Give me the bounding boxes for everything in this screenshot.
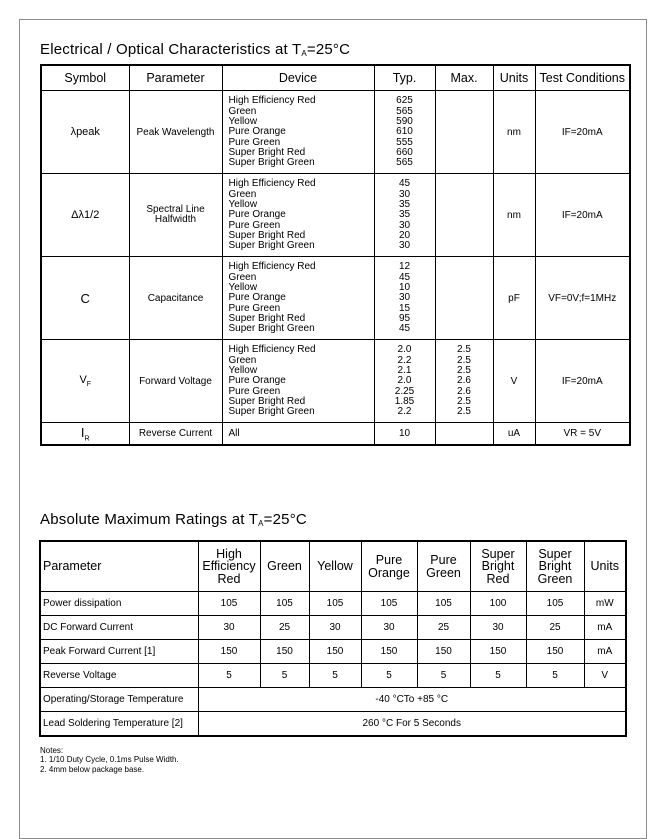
typ-value: 30	[398, 219, 411, 231]
value-cell: 105	[526, 592, 584, 616]
typ-cell: 10	[374, 423, 435, 446]
max-value: 2.6	[457, 375, 471, 387]
column-header: Symbol	[41, 65, 129, 91]
value-cell: 30	[361, 616, 417, 640]
column-header: Max.	[435, 65, 493, 91]
device-cell	[222, 91, 374, 174]
max-cell	[435, 340, 493, 423]
device-name: Pure Green	[228, 385, 281, 397]
typ-cell	[374, 257, 435, 340]
device-name: High Efficiency Red	[228, 344, 316, 356]
column-header: Parameter	[40, 541, 198, 592]
units-cell: nm	[493, 174, 535, 257]
parameter-cell: Reverse Voltage	[40, 664, 198, 688]
value-cell: 150	[361, 640, 417, 664]
max-value: 2.5	[457, 354, 471, 366]
device-cell: All	[222, 423, 374, 446]
note-item: 2. 4mm below package base.	[40, 764, 145, 774]
units-cell: mA	[584, 616, 626, 640]
device-name: Pure Green	[228, 302, 281, 314]
conditions-cell: VR = 5V	[535, 423, 630, 446]
column-header: Pure Orange	[361, 541, 417, 592]
typ-cell	[374, 91, 435, 174]
device-name: Green	[228, 188, 257, 200]
units-cell: mA	[584, 640, 626, 664]
value-cell: 5	[470, 664, 526, 688]
device-name: Super Bright Red	[228, 312, 306, 324]
device-name: Super Bright Green	[228, 157, 315, 169]
conditions-cell: VF=0V;f=1MHz	[535, 257, 630, 340]
column-header: Units	[584, 541, 626, 592]
table-header-row	[41, 65, 630, 91]
notes	[40, 746, 179, 774]
units-cell: mW	[584, 592, 626, 616]
value-cell: 5	[260, 664, 309, 688]
device-name: Pure Orange	[228, 375, 286, 387]
max-cell	[435, 91, 493, 174]
device-name: High Efficiency Red	[228, 178, 316, 190]
device-name: Pure Orange	[228, 292, 286, 304]
typ-value: 555	[396, 136, 413, 148]
typ-cell	[374, 174, 435, 257]
column-header: Test Conditions	[535, 65, 630, 91]
typ-value: 660	[396, 146, 413, 158]
parameter-cell: Operating/Storage Temperature	[40, 688, 198, 712]
column-header: Super Bright Red	[470, 541, 526, 592]
device-cell	[222, 340, 374, 423]
device-name: Green	[228, 105, 257, 117]
device-name: Pure Orange	[228, 126, 286, 138]
max-value: 2.5	[457, 395, 471, 407]
value-cell: 5	[417, 664, 470, 688]
device-name: High Efficiency Red	[228, 95, 316, 107]
table-row	[41, 340, 630, 423]
device-name: Green	[228, 271, 257, 283]
table-header-row	[40, 541, 626, 592]
units-cell: pF	[493, 257, 535, 340]
value-cell: 105	[198, 592, 260, 616]
typ-value: 45	[398, 323, 411, 335]
value-cell: 105	[260, 592, 309, 616]
max-cell	[435, 174, 493, 257]
section-title-absolute-max: Absolute Maximum Ratings at $T_A=25^\circ C$	[40, 511, 307, 528]
typ-value: 45	[398, 271, 411, 283]
parameter-cell: Capacitance	[129, 257, 222, 340]
units-cell: V	[584, 664, 626, 688]
value-cell: 105	[361, 592, 417, 616]
parameter-cell: DC Forward Current	[40, 616, 198, 640]
conditions-cell: IF=20mA	[535, 340, 630, 423]
typ-value: 565	[396, 105, 413, 117]
typ-value: 565	[396, 157, 413, 169]
typ-value: 35	[398, 209, 411, 221]
typ-value: 15	[398, 302, 411, 314]
table-row	[40, 640, 626, 664]
typ-value: 10	[398, 282, 411, 294]
value-cell: 5	[526, 664, 584, 688]
value-cell: 30	[470, 616, 526, 640]
typ-value: 590	[396, 116, 413, 128]
column-header: High Efficiency Red	[198, 541, 260, 592]
table-row	[40, 592, 626, 616]
parameter-cell: Reverse Current	[129, 423, 222, 446]
absolute-max-ratings-table	[39, 540, 627, 737]
typ-value: 30	[398, 188, 411, 200]
device-cell	[222, 174, 374, 257]
column-header: Device	[222, 65, 374, 91]
units-cell: nm	[493, 91, 535, 174]
table-row	[40, 616, 626, 640]
column-header: Pure Green	[417, 541, 470, 592]
value-cell: 5	[361, 664, 417, 688]
typ-value: 2.2	[397, 406, 412, 418]
value-cell: 150	[309, 640, 361, 664]
typ-value: 12	[398, 261, 411, 273]
span-value-cell: 260 °C For 5 Seconds	[198, 712, 626, 737]
typ-cell	[374, 340, 435, 423]
symbol-cell: λpeak	[41, 91, 129, 174]
device-name: Pure Orange	[228, 209, 286, 221]
device-name: Super Bright Green	[228, 323, 315, 335]
typ-value: 45	[398, 178, 411, 190]
device-name: Yellow	[228, 116, 258, 128]
parameter-cell: Peak Wavelength	[129, 91, 222, 174]
device-name: Yellow	[228, 365, 258, 377]
device-name: Pure Green	[228, 219, 281, 231]
typ-value: 95	[398, 312, 411, 324]
typ-value: 1.85	[394, 395, 415, 407]
column-header: Yellow	[309, 541, 361, 592]
table-row	[40, 664, 626, 688]
device-cell	[222, 257, 374, 340]
value-cell: 150	[417, 640, 470, 664]
symbol-cell: $V_F$	[41, 340, 129, 423]
max-value: 2.6	[457, 385, 471, 397]
column-header: Typ.	[374, 65, 435, 91]
device-name: Yellow	[228, 199, 258, 211]
max-cell	[435, 423, 493, 446]
max-value: 2.5	[457, 406, 471, 418]
value-cell: 30	[309, 616, 361, 640]
device-name: Super Bright Green	[228, 406, 315, 418]
typ-value: 35	[398, 199, 411, 211]
device-name: Pure Green	[228, 136, 281, 148]
value-cell: 150	[526, 640, 584, 664]
typ-value: 2.1	[397, 365, 412, 377]
parameter-line: Spectral Line	[146, 203, 205, 215]
note-item: 1. 1/10 Duty Cycle, 0.1ms Pulse Width.	[40, 755, 179, 765]
parameter-cell: Peak Forward Current [1]	[40, 640, 198, 664]
max-value: 2.5	[457, 365, 471, 377]
value-cell: 25	[526, 616, 584, 640]
typ-value: 625	[396, 95, 413, 107]
electrical-optical-table	[40, 64, 631, 446]
table-row	[41, 257, 630, 340]
typ-value: 30	[398, 240, 411, 252]
value-cell: 25	[260, 616, 309, 640]
value-cell: 105	[309, 592, 361, 616]
conditions-cell: IF=20mA	[535, 91, 630, 174]
typ-value: 30	[398, 292, 411, 304]
column-header: Parameter	[129, 65, 222, 91]
units-cell: uA	[493, 423, 535, 446]
parameter-line: Halfwidth	[154, 214, 197, 225]
value-cell: 5	[309, 664, 361, 688]
column-header: Green	[260, 541, 309, 592]
typ-value: 2.0	[397, 375, 412, 387]
typ-value: 610	[396, 126, 413, 138]
conditions-cell: IF=20mA	[535, 174, 630, 257]
value-cell: 150	[260, 640, 309, 664]
value-cell: 30	[198, 616, 260, 640]
device-name: Super Bright Green	[228, 240, 315, 252]
value-cell: 150	[470, 640, 526, 664]
table-row	[41, 423, 630, 446]
value-cell: 150	[198, 640, 260, 664]
parameter-cell	[129, 174, 222, 257]
typ-value: 2.25	[394, 385, 415, 397]
table-row	[41, 174, 630, 257]
column-header: Super Bright Green	[526, 541, 584, 592]
column-header: Units	[493, 65, 535, 91]
device-name: Yellow	[228, 282, 258, 294]
typ-value: 20	[398, 229, 411, 241]
device-name: Green	[228, 354, 257, 366]
device-name: Super Bright Red	[228, 146, 306, 158]
typ-value: 2.0	[397, 344, 412, 356]
table-row	[40, 712, 626, 737]
value-cell: 5	[198, 664, 260, 688]
device-name: Super Bright Red	[228, 395, 306, 407]
table-row	[40, 688, 626, 712]
symbol-cell: Δλ1/2	[41, 174, 129, 257]
value-cell: 105	[417, 592, 470, 616]
parameter-cell: Lead Soldering Temperature [2]	[40, 712, 198, 737]
parameter-cell: Power dissipation	[40, 592, 198, 616]
notes-heading: Notes:	[40, 746, 64, 755]
table-row	[41, 91, 630, 174]
value-cell: 100	[470, 592, 526, 616]
parameter-cell: Forward Voltage	[129, 340, 222, 423]
symbol-cell: C	[41, 257, 129, 340]
device-name: Super Bright Red	[228, 229, 306, 241]
span-value-cell: -40 °CTo +85 °C	[198, 688, 626, 712]
value-cell: 25	[417, 616, 470, 640]
max-value: 2.5	[457, 344, 471, 356]
device-name: High Efficiency Red	[228, 261, 316, 273]
section-title-electrical-optical: Electrical / Optical Characteristics at $T_A=25^\circ C$	[40, 41, 351, 58]
typ-value: 2.2	[397, 354, 412, 366]
symbol-cell: $I_R$	[41, 423, 129, 446]
max-cell	[435, 257, 493, 340]
units-cell: V	[493, 340, 535, 423]
